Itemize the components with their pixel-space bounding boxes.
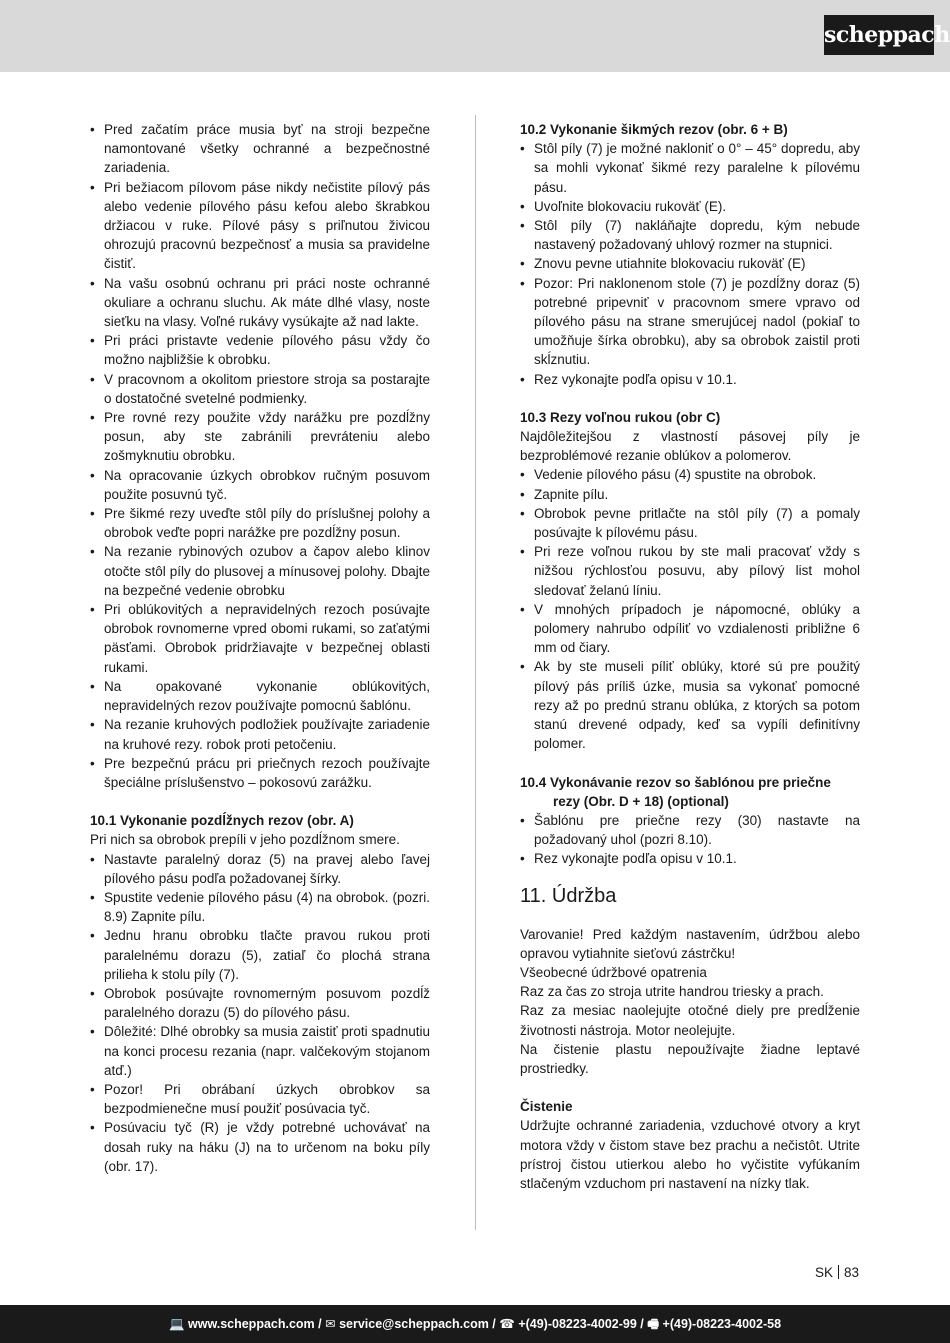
list-item: • Pred začatím práce musia byť na stroji bezpečne namontované všetky ochranné a bezpečnostné zariadenia. bbox=[90, 120, 430, 178]
list-item: • Pri oblúkovitých a nepravidelných rezoch posúvajte obrobok rovnomerne vpred obomi rukami, so zaťatými päsťami. Obrobok pridržiavajte v bezpečnej oblasti rukami. bbox=[90, 600, 430, 677]
mail-icon: ✉ bbox=[325, 1317, 336, 1331]
list-item: • Ak by ste museli píliť oblúky, ktoré sú pre použitý pílový pás príliš úzke, musia sa vykonať pomocné rezy až po prednú stranu oblúka, z ktorých sa potom stanú drevené odpady, keď sa vypíli definitívny polomer. bbox=[520, 657, 860, 753]
list-item: • Rez vykonajte podľa opisu v 10.1. bbox=[520, 849, 860, 868]
list-item: • Pozor: Pri naklonenom stole (7) je pozdĺžny doraz (5) potrebné pripevniť v pracovnom smere vpravo od pílového pásu na strane smerujúcej nadol (pokiaľ to umožňuje šírka obrobku), aby sa obrobok zaistil proti skĺznutiu. bbox=[520, 274, 860, 370]
list-item: • Znovu pevne utiahnite blokovaciu rukoväť (E) bbox=[520, 254, 860, 273]
paragraph-line: Raz za čas zo stroja utrite handrou triesky a prach. bbox=[520, 984, 824, 1000]
list-item: • Stôl píly (7) nakláňajte dopredu, kým nebude nastavený požadovaný uhlový rozmer na stupnici. bbox=[520, 216, 860, 254]
section-10-4-title: 10.4 Vykonávanie rezov so šablónou pre priečne rezy (Obr. D + 18) (optional) bbox=[520, 774, 831, 809]
section-10-1-bullets bbox=[90, 850, 430, 1176]
section-10-3-intro: Najdôležitejšou z vlastností pásovej píly je bezproblémové rezanie oblúkov a polomerov. bbox=[520, 429, 860, 464]
right-column bbox=[520, 120, 860, 1193]
list-item: • Jednu hranu obrobku tlačte pravou rukou proti paralelnému dorazu (5), zatiaľ čo plochá strana prilieha k stolu píly (7). bbox=[90, 926, 430, 984]
section-10-2-title: 10.2 Vykonanie šikmých rezov (obr. 6 + B) bbox=[520, 122, 788, 137]
list-item: • Na rezanie kruhových podložiek používajte zariadenie na kruhové rezy. robok proti petočeniu. bbox=[90, 715, 430, 753]
computer-icon: 💻 bbox=[168, 1317, 185, 1331]
list-item: • Na opracovanie úzkych obrobkov ručným posuvom použite posuvnú tyč. bbox=[90, 466, 430, 504]
paragraph-line: Všeobecné údržbové opatrenia bbox=[520, 964, 707, 980]
footer-separator: / bbox=[636, 1317, 648, 1331]
list-item: • Zapnite pílu. bbox=[520, 485, 860, 504]
section-10-1-title: 10.1 Vykonanie pozdĺžnych rezov (obr. A) bbox=[90, 813, 354, 829]
list-item: • Posúvaciu tyč (R) je vždy potrebné uchovávať na dosah ruky na háku (J) na to určenom na boku píly (obr. 17). bbox=[90, 1118, 430, 1176]
list-item: • Na vašu osobnú ochranu pri práci noste ochranné okuliare a ochranu sluchu. Ak máte dlhé vlasy, noste sieťku na vlasy. Voľné rukávy vysúkajte až nad lakte. bbox=[90, 274, 430, 332]
list-item: • Obrobok posúvajte rovnomerným posuvom pozdĺž paralelného dorazu (5) do pílového pásu. bbox=[90, 984, 430, 1022]
list-item: • Pre šikmé rezy uveďte stôl píly do príslušnej polohy a obrobok veďte popri narážke pre pozdĺžny posun. bbox=[90, 504, 430, 542]
list-item: • Obrobok pevne pritlačte na stôl píly (7) a pomaly posúvajte k pílovému pásu. bbox=[520, 504, 860, 542]
list-item: • V pracovnom a okolitom priestore stroja sa postarajte o dostatočné svetelné podmienky. bbox=[90, 370, 430, 408]
list-item: • Spustite vedenie pílového pásu (4) na obrobok. (pozri. 8.9) Zapnite pílu. bbox=[90, 888, 430, 926]
section-10-2-bullets bbox=[520, 139, 860, 389]
scheppach-logo: scheppach bbox=[824, 15, 934, 55]
list-item: • V mnohých prípadoch je nápomocné, oblúky a polomery nahrubo odpíliť vo vzdialenosti približne 6 mm od čiary. bbox=[520, 600, 860, 658]
list-item: • Pre bezpečnú prácu pri priečnych rezoch používajte špeciálne príslušenstvo – pokosovú zarážku. bbox=[90, 754, 430, 792]
section-11-title: 11. Údržba bbox=[520, 884, 617, 907]
list-item: • Šablónu pre priečne rezy (30) nastavte na požadovaný uhol (pozri 8.10). bbox=[520, 811, 860, 849]
list-item: • Rez vykonajte podľa opisu v 10.1. bbox=[520, 370, 860, 389]
fax-icon: 🖷 bbox=[647, 1317, 660, 1331]
footer-separator: / bbox=[488, 1317, 500, 1331]
left-column bbox=[90, 120, 430, 1176]
paragraph-line: Raz za mesiac naolejujte otočné diely pre predĺženie životnosti nástroja. Motor neolejujte. bbox=[520, 1003, 860, 1038]
list-item: • Na opakované vykonanie oblúkovitých, nepravidelných rezov používajte pomocnú šablónu. bbox=[90, 677, 430, 715]
list-item: • Pri práci pristavte vedenie pílového pásu vždy čo možno najbližšie k obrobku. bbox=[90, 331, 430, 369]
language-code: SK bbox=[814, 1265, 833, 1280]
list-item: • Pozor! Pri obrábaní úzkych obrobkov sa bezpodmienečne musí použiť posúvacia tyč. bbox=[90, 1080, 430, 1118]
list-item: • Pri reze voľnou rukou by ste mali pracovať vždy s nižšou rýchlosťou posuvu, aby pílový list mohol sledovať želanú líniu. bbox=[520, 542, 860, 600]
section-10-4-bullets bbox=[520, 811, 860, 869]
list-item: • Pri bežiacom pílovom páse nikdy nečistite pílový pás alebo vedenie pílového pásu kefou alebo škrabkou držiacou v ruke. Pílové pásy s priľnutou živicou ohrozujú pracovnú bezpečnosť a musia sa pravidelne čistiť. bbox=[90, 178, 430, 274]
page-number-value: 83 bbox=[843, 1265, 859, 1280]
page-number bbox=[815, 1265, 859, 1280]
paragraph-line: Na čistenie plastu nepoužívajte žiadne leptavé prostriedky. bbox=[520, 1041, 860, 1076]
section-10-3-bullets bbox=[520, 465, 860, 753]
header-bar bbox=[0, 0, 950, 72]
list-item: • Uvoľnite blokovaciu rukoväť (E). bbox=[520, 197, 860, 216]
cleaning-title: Čistenie bbox=[520, 1099, 573, 1115]
website-link[interactable]: www.scheppach.com bbox=[188, 1317, 315, 1331]
phone-number[interactable]: +(49)-08223-4002-99 bbox=[518, 1317, 637, 1331]
column-divider bbox=[475, 115, 476, 1230]
footer-bar bbox=[0, 1305, 950, 1343]
phone-icon: ☎ bbox=[499, 1317, 515, 1331]
paragraph-line: Varovanie! Pred každým nastavením, údržbou alebo opravou vytiahnite sieťovú zástrčku! bbox=[520, 926, 860, 961]
list-item: • Stôl píly (7) je možné nakloniť o 0° – 45° dopredu, aby sa mohli vykonať šikmé rezy paralelne k pílovému pásu. bbox=[520, 139, 860, 197]
page-separator bbox=[838, 1265, 839, 1279]
footer-separator: / bbox=[314, 1317, 326, 1331]
list-item: • Na rezanie rybinových ozubov a čapov alebo klinov otočte stôl píly do plusovej a mínusovej polohy. Dbajte na bezpečné vedenie obrobku bbox=[90, 542, 430, 600]
fax-number: +(49)-08223-4002-58 bbox=[662, 1317, 782, 1331]
section-10-3-title: 10.3 Rezy voľnou rukou (obr C) bbox=[520, 409, 721, 425]
list-item: • Vedenie pílového pásu (4) spustite na obrobok. bbox=[520, 465, 860, 484]
email-link[interactable]: service@scheppach.com bbox=[339, 1317, 489, 1331]
safety-bullet-list bbox=[90, 120, 430, 792]
cleaning-text: Udržujte ochranné zariadenia, vzduchové otvory a kryt motora vždy v čistom stave bez prachu a nečistôt. Utrite prístroj čistou utierkou alebo ho vyčistite vyfúkaním stlačeným vzduchom pri nastavení na nízky tlak. bbox=[520, 1118, 860, 1191]
section-10-1-intro: Pri nich sa obrobok prepíli v jeho pozdĺžnom smere. bbox=[90, 832, 400, 848]
list-item: • Pre rovné rezy použite vždy narážku pre pozdĺžny posun, aby ste zabránili prevráteniu alebo zošmyknutiu obrobku. bbox=[90, 408, 430, 466]
section-11-text bbox=[520, 925, 860, 1079]
list-item: • Nastavte paralelný doraz (5) na pravej alebo ľavej pílového pásu podľa požadovanej šírky. bbox=[90, 850, 430, 888]
list-item: • Dôležité: Dlhé obrobky sa musia zaistiť proti spadnutiu na konci procesu rezania (napr. valčekovým stojanom atď.) bbox=[90, 1022, 430, 1080]
